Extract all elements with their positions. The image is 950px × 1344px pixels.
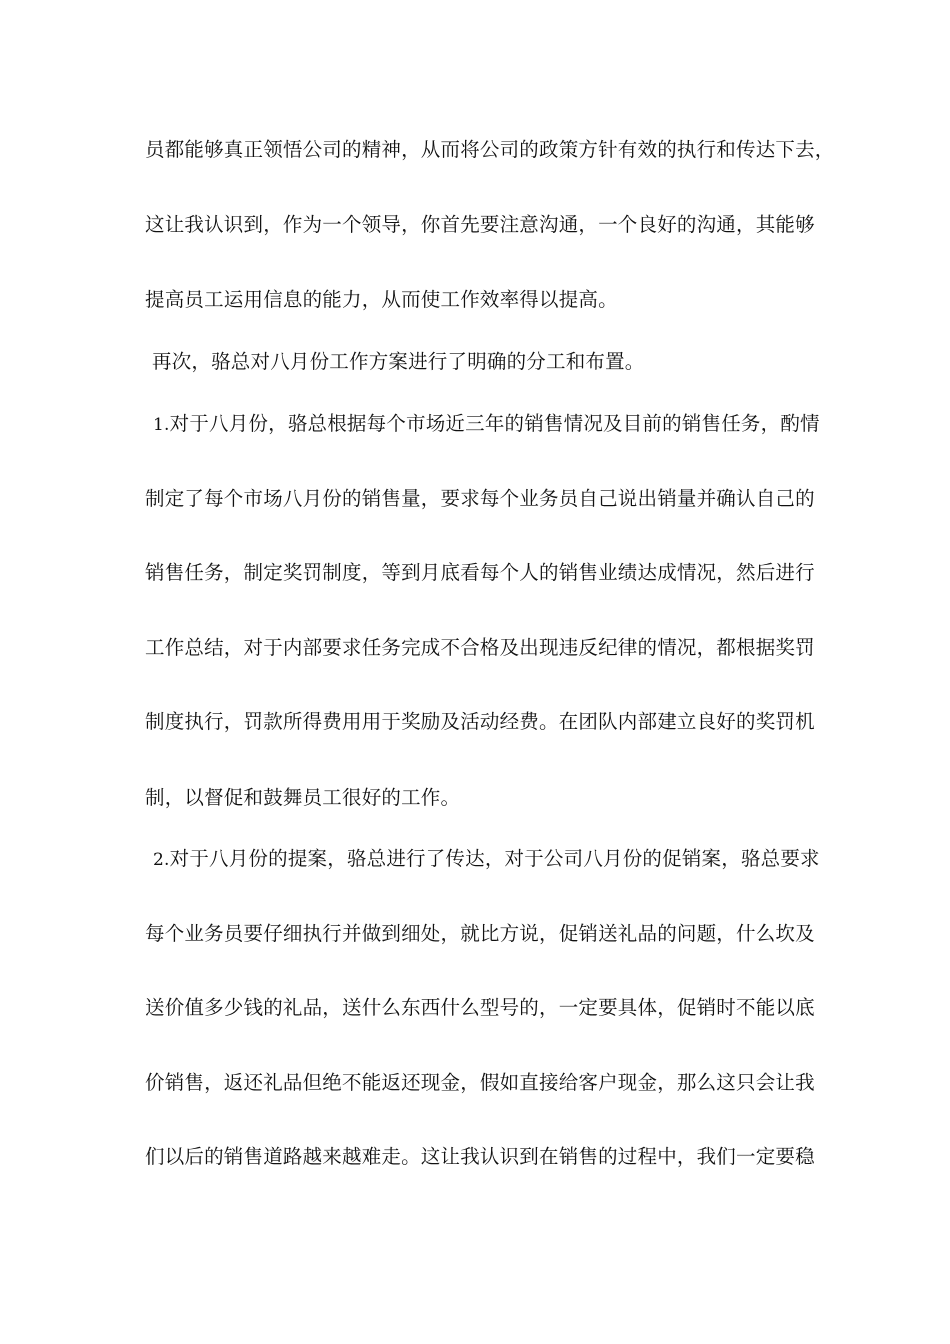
- paragraph-line: 制，以督促和鼓舞员工很好的工作。: [145, 786, 461, 809]
- paragraph-line: 每个业务员要仔细执行并做到细处，就比方说，促销送礼品的问题，什么坎及: [145, 922, 815, 945]
- list-number: 2.: [153, 850, 170, 870]
- paragraph-line: 提高员工运用信息的能力，从而使工作效率得以提高。: [145, 288, 618, 311]
- paragraph-line: 销售任务，制定奖罚制度，等到月底看每个人的销售业绩达成情况，然后进行: [145, 561, 815, 584]
- paragraph-line: 价销售，返还礼品但绝不能返还现金，假如直接给客户现金，那么这只会让我: [145, 1071, 815, 1094]
- paragraph-line: 这让我认识到，作为一个领导，你首先要注意沟通，一个良好的沟通，其能够: [145, 213, 815, 236]
- list-item-2-first-line: [153, 847, 820, 872]
- list-item-text: 对于八月份的提案，骆总进行了传达，对于公司八月份的促销案，骆总要求: [169, 847, 820, 870]
- paragraph-line: 制定了每个市场八月份的销售量，要求每个业务员自己说出销量并确认自己的: [145, 487, 815, 510]
- paragraph-line: 再次，骆总对八月份工作方案进行了明确的分工和布置。: [152, 350, 645, 373]
- paragraph-line: 送价值多少钱的礼品，送什么东西什么型号的，一定要具体，促销时不能以底: [145, 996, 815, 1019]
- list-number: 1.: [153, 415, 170, 435]
- list-item-1-first-line: [153, 412, 820, 437]
- paragraph-line: 制度执行，罚款所得费用用于奖励及活动经费。在团队内部建立良好的奖罚机: [145, 710, 815, 733]
- paragraph-line: 们以后的销售道路越来越难走。这让我认识到在销售的过程中，我们一定要稳: [145, 1145, 815, 1168]
- list-item-text: 对于八月份，骆总根据每个市场近三年的销售情况及目前的销售任务，酌情: [169, 412, 820, 435]
- paragraph-line: 工作总结，对于内部要求任务完成不合格及出现违反纪律的情况，都根据奖罚: [145, 636, 815, 659]
- paragraph-line: 员都能够真正领悟公司的精神，从而将公司的政策方针有效的执行和传达下去，: [145, 138, 835, 161]
